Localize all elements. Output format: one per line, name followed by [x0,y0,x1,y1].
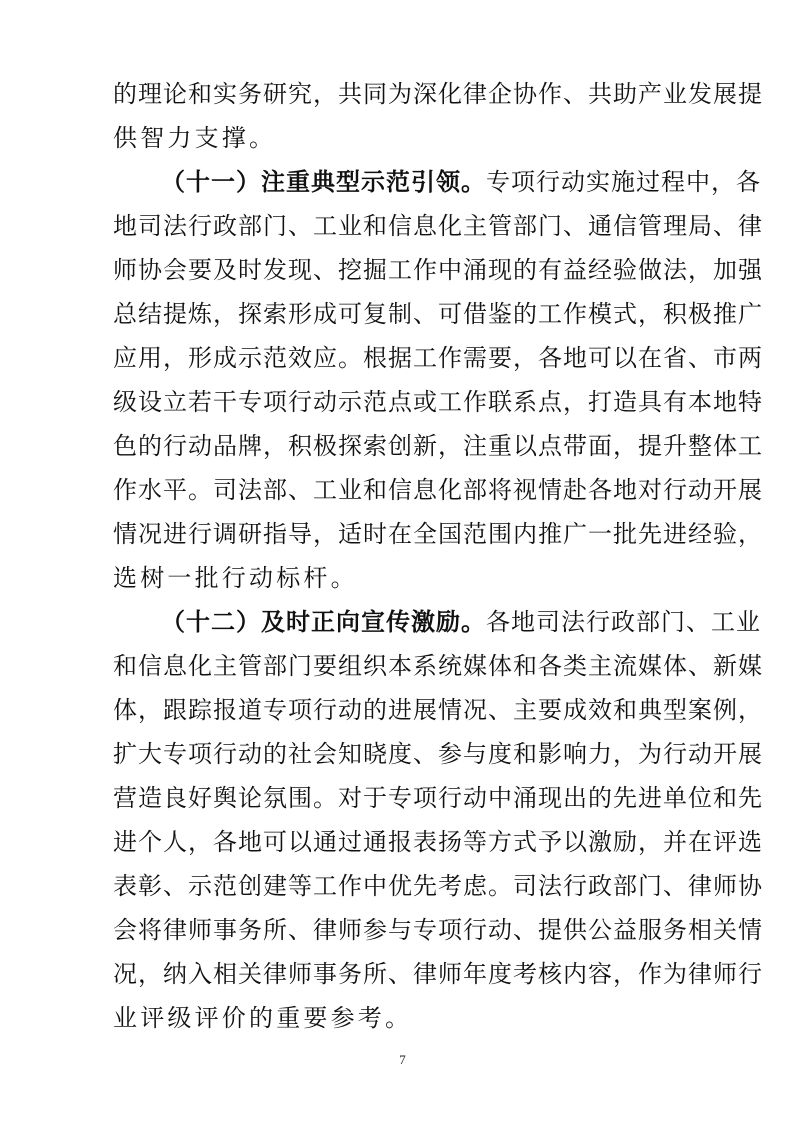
text-line: 情况进行调研指导，适时在全国范围内推广一批先进经验， [113,520,763,548]
text-line: 业评级评价的重要参考。 [113,1004,413,1032]
section-12-first-line [161,608,761,636]
section-11-text: 专项行动实施过程中，各 [486,168,761,196]
text-line: 色的行动品牌，积极探索创新，注重以点带面，提升整体工 [113,432,763,460]
text-line: 应用，形成示范效应。根据工作需要，各地可以在省、市两 [113,344,763,372]
text-line: 供智力支撑。 [113,124,277,152]
text-line: 营造良好舆论氛围。对于专项行动中涌现出的先进单位和先 [113,784,763,812]
text-line: 表彰、示范创建等工作中优先考虑。司法行政部门、律师协 [113,872,763,900]
text-line: 的理论和实务研究，共同为深化律企协作、共助产业发展提 [113,80,763,108]
text-line: 况，纳入相关律师事务所、律师年度考核内容，作为律师行 [113,960,763,988]
text-line: 作水平。司法部、工业和信息化部将视情赴各地对行动开展 [113,476,763,504]
text-line: 扩大专项行动的社会知晓度、参与度和影响力，为行动开展 [113,740,763,768]
text-line: 师协会要及时发现、挖掘工作中涌现的有益经验做法，加强 [113,256,763,284]
text-line: 会将律师事务所、律师参与专项行动、提供公益服务相关情 [113,916,763,944]
page-number: 7 [399,1052,406,1067]
text-line: 总结提炼，探索形成可复制、可借鉴的工作模式，积极推广 [113,300,763,328]
text-line: 进个人，各地可以通过通报表扬等方式予以激励，并在评选 [113,828,763,856]
section-11-heading: （十一）注重典型示范引领。 [161,168,486,196]
section-11-first-line [161,168,761,196]
text-line: 和信息化主管部门要组织本系统媒体和各类主流媒体、新媒 [113,652,763,680]
section-12-text: 各地司法行政部门、工业 [486,608,761,636]
section-12-heading: （十二）及时正向宣传激励。 [161,608,486,636]
text-line: 选树一批行动标杆。 [113,564,358,592]
text-line: 地司法行政部门、工业和信息化主管部门、通信管理局、律 [113,212,763,240]
text-line: 级设立若干专项行动示范点或工作联系点，打造具有本地特 [113,388,763,416]
text-line: 体，跟踪报道专项行动的进展情况、主要成效和典型案例， [113,696,763,724]
